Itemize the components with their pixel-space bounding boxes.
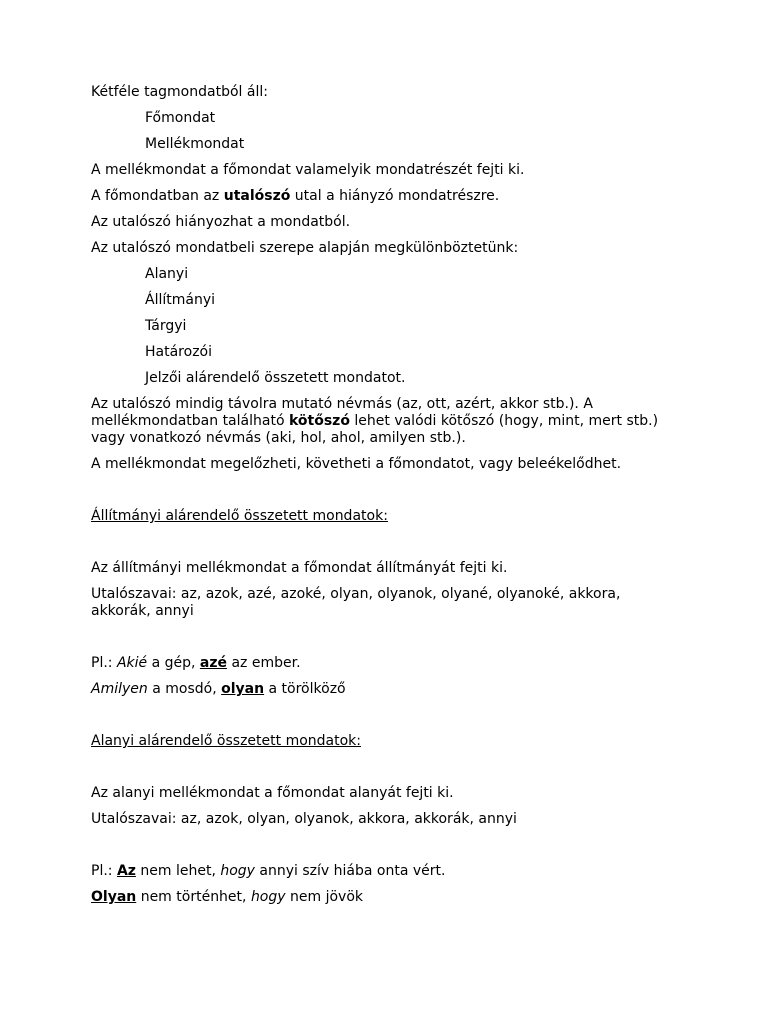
predicate-paragraph-1: Az állítmányi mellékmondat a főmondat állítmányát fejti ki. — [91, 560, 508, 576]
term-kotoszo: kötőszó — [288, 413, 350, 429]
intro-paragraph-2: A főmondatban az utalószó utal a hiányzó mondatrészre. — [91, 188, 500, 204]
subject-example-1: Pl.: Az nem lehet, hogy annyi szív hiába onta vért. — [91, 863, 446, 879]
intro-paragraph-5: Az utalószó mindig távolra mutató névmás (az, ott, azért, akkor stb.). A mellékmondatban található kötőszó lehet valódi kötőszó (hogy, mint, mert stb.) vagy vonatkozó névmás (aki, hol, ahol, amilyen stb.). — [91, 396, 659, 446]
type-item: Határozói — [145, 344, 212, 360]
type-item: Alanyi — [145, 266, 189, 282]
intro-paragraph-4: Az utalószó mondatbeli szerepe alapján megkülönböztetünk: — [91, 240, 519, 256]
type-item: Állítmányi — [145, 292, 215, 308]
document-page — [91, 84, 681, 906]
term-utaloszo: utalószó — [223, 188, 291, 204]
predicate-paragraph-2: Utalószavai: az, azok, azé, azoké, olyan, olyanok, olyané, olyanoké, akkora, akkorák, annyi — [91, 586, 621, 619]
subject-section-heading: Alanyi alárendelő összetett mondatok: — [91, 733, 361, 749]
clause-type-main: Főmondat — [145, 110, 216, 126]
subject-example-2: Olyan nem történhet, hogy nem jövök — [91, 889, 363, 905]
type-item: Jelzői alárendelő összetett mondatot. — [145, 370, 406, 386]
predicate-example-1: Pl.: Akié a gép, azé az ember. — [91, 655, 301, 671]
predicate-section-heading: Állítmányi alárendelő összetett mondatok: — [91, 508, 388, 524]
intro-paragraph-3: Az utalószó hiányozhat a mondatból. — [91, 214, 351, 230]
clause-type-sub: Mellékmondat — [145, 136, 245, 152]
subject-paragraph-2: Utalószavai: az, azok, olyan, olyanok, akkora, akkorák, annyi — [91, 811, 517, 827]
predicate-example-2: Amilyen a mosdó, olyan a törölköző — [91, 681, 346, 697]
subject-paragraph-1: Az alanyi mellékmondat a főmondat alanyát fejti ki. — [91, 785, 454, 801]
intro-paragraph-1: A mellékmondat a főmondat valamelyik mondatrészét fejti ki. — [91, 162, 525, 178]
intro-paragraph-6: A mellékmondat megelőzheti, követheti a főmondatot, vagy beleékelődhet. — [91, 456, 622, 472]
intro-heading: Kétféle tagmondatból áll: — [91, 84, 268, 100]
type-item: Tárgyi — [145, 318, 187, 334]
